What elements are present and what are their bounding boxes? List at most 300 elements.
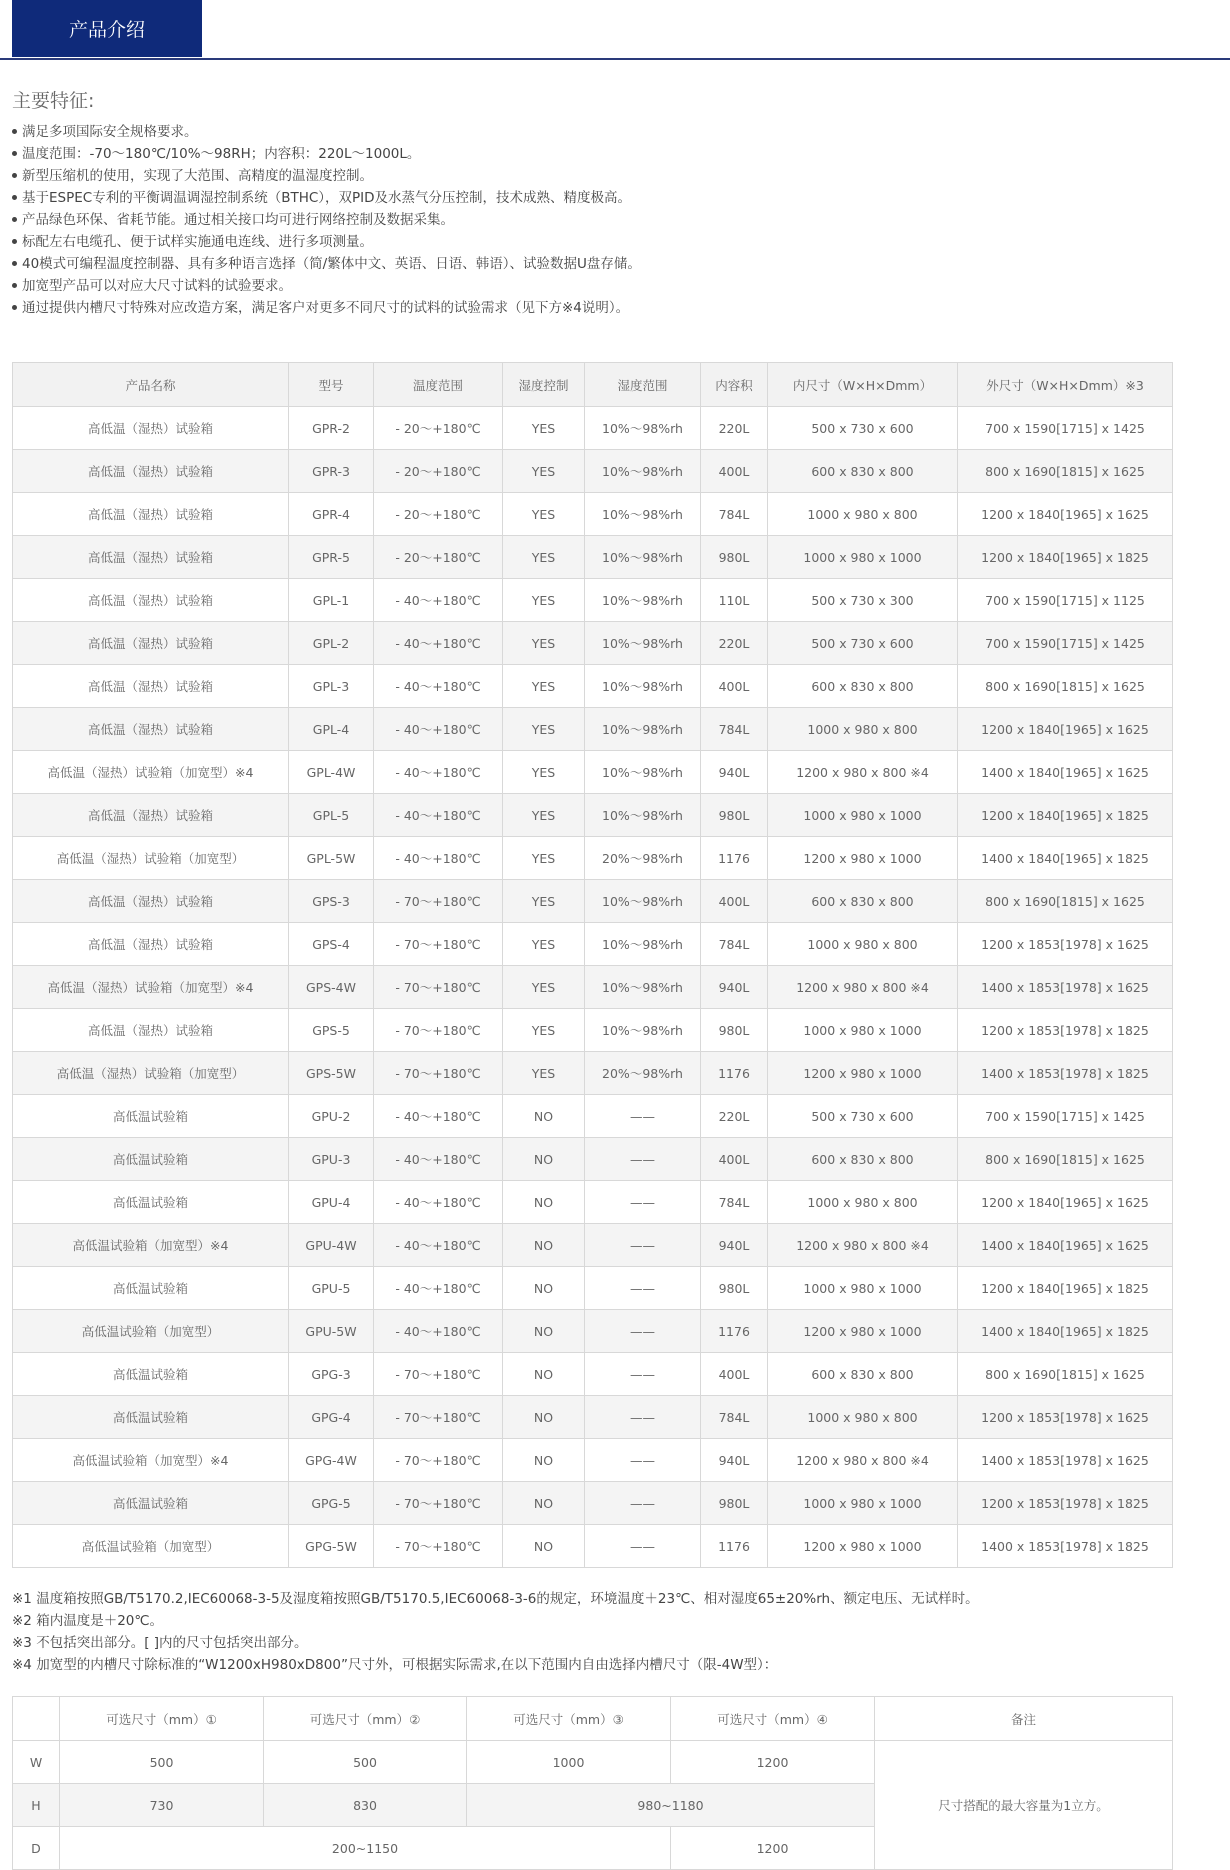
- table-cell: YES: [503, 493, 585, 536]
- table-cell: - 70～+180℃: [374, 880, 503, 923]
- table-cell: 1200 x 980 x 1000: [768, 1525, 958, 1568]
- options-header-cell: 备注: [875, 1697, 1173, 1741]
- table-cell: 600 x 830 x 800: [768, 880, 958, 923]
- table-cell: GPU-3: [289, 1138, 374, 1181]
- spec-header-cell: 型号: [289, 363, 374, 407]
- table-cell: GPU-4: [289, 1181, 374, 1224]
- options-row-label: W: [13, 1741, 60, 1784]
- table-row: [13, 1482, 1173, 1525]
- table-cell: 784L: [701, 708, 768, 751]
- options-row-label: H: [13, 1784, 60, 1827]
- table-cell: 800 x 1690[1815] x 1625: [958, 1353, 1173, 1396]
- table-cell: NO: [503, 1525, 585, 1568]
- table-cell: 1400 x 1853[1978] x 1825: [958, 1525, 1173, 1568]
- table-cell: 高低温试验箱: [13, 1482, 289, 1525]
- table-cell: 600 x 830 x 800: [768, 450, 958, 493]
- table-cell: 800 x 1690[1815] x 1625: [958, 880, 1173, 923]
- table-cell: 400L: [701, 880, 768, 923]
- table-cell: 784L: [701, 493, 768, 536]
- table-cell: 高低温（湿热）试验箱: [13, 794, 289, 837]
- feature-text: 基于ESPEC专利的平衡调温调湿控制系统（BTHC），双PID及水蒸气分压控制，技术成熟、精度极高。: [22, 190, 632, 206]
- table-cell: - 70～+180℃: [374, 1353, 503, 1396]
- table-cell: 110L: [701, 579, 768, 622]
- table-cell: GPG-4W: [289, 1439, 374, 1482]
- table-cell: 700 x 1590[1715] x 1425: [958, 407, 1173, 450]
- bullet-icon: [12, 239, 17, 244]
- bullet-icon: [12, 261, 17, 266]
- table-cell: 20%～98%rh: [585, 837, 701, 880]
- table-cell: YES: [503, 536, 585, 579]
- table-cell: YES: [503, 794, 585, 837]
- table-row: [13, 794, 1173, 837]
- table-row: [13, 1396, 1173, 1439]
- table-cell: NO: [503, 1439, 585, 1482]
- table-cell: NO: [503, 1181, 585, 1224]
- table-cell: 1200 x 1853[1978] x 1825: [958, 1009, 1173, 1052]
- table-cell: 高低温（湿热）试验箱（加宽型）※4: [13, 966, 289, 1009]
- options-header-cell: 可选尺寸（mm）①: [60, 1697, 264, 1741]
- table-cell: 高低温（湿热）试验箱: [13, 450, 289, 493]
- table-cell: - 40～+180℃: [374, 1095, 503, 1138]
- table-cell: 10%～98%rh: [585, 794, 701, 837]
- table-cell: ——: [585, 1095, 701, 1138]
- table-row: [13, 1310, 1173, 1353]
- table-row: [13, 708, 1173, 751]
- table-cell: 1200 x 980 x 1000: [768, 837, 958, 880]
- table-cell: 高低温（湿热）试验箱（加宽型）: [13, 837, 289, 880]
- table-cell: 高低温（湿热）试验箱: [13, 708, 289, 751]
- feature-text: 新型压缩机的使用，实现了大范围、高精度的温湿度控制。: [22, 168, 373, 184]
- table-cell: 1200 x 1840[1965] x 1825: [958, 794, 1173, 837]
- spec-table: [12, 362, 1173, 1568]
- table-cell: GPR-4: [289, 493, 374, 536]
- feature-item: [12, 297, 641, 319]
- table-cell: 10%～98%rh: [585, 622, 701, 665]
- spec-header-cell: 内尺寸（W×H×Dmm）: [768, 363, 958, 407]
- table-row: [13, 1052, 1173, 1095]
- table-cell: 1200 x 1840[1965] x 1625: [958, 493, 1173, 536]
- table-cell: 940L: [701, 966, 768, 1009]
- table-cell: 940L: [701, 1439, 768, 1482]
- table-cell: GPS-4W: [289, 966, 374, 1009]
- table-cell: YES: [503, 450, 585, 493]
- table-cell: - 40～+180℃: [374, 622, 503, 665]
- feature-item: [12, 187, 641, 209]
- table-row: [13, 579, 1173, 622]
- options-row-w: [13, 1741, 1173, 1784]
- table-cell: 10%～98%rh: [585, 923, 701, 966]
- table-cell: YES: [503, 966, 585, 1009]
- table-cell: - 20～+180℃: [374, 450, 503, 493]
- table-row: [13, 1224, 1173, 1267]
- table-cell: 1200 x 980 x 1000: [768, 1310, 958, 1353]
- table-cell: 高低温试验箱: [13, 1353, 289, 1396]
- table-row: [13, 622, 1173, 665]
- table-cell: 10%～98%rh: [585, 407, 701, 450]
- table-cell: 1000 x 980 x 800: [768, 708, 958, 751]
- table-cell: YES: [503, 708, 585, 751]
- table-cell: 1400 x 1853[1978] x 1625: [958, 966, 1173, 1009]
- table-cell: GPU-5W: [289, 1310, 374, 1353]
- table-cell: ——: [585, 1224, 701, 1267]
- table-cell: 10%～98%rh: [585, 665, 701, 708]
- table-cell: 400L: [701, 450, 768, 493]
- feature-text: 40模式可编程温度控制器、具有多种语言选择（简/繁体中文、英语、日语、韩语）、试验数据U盘存储。: [22, 256, 641, 272]
- table-row: [13, 880, 1173, 923]
- bullet-icon: [12, 195, 17, 200]
- table-cell: GPU-5: [289, 1267, 374, 1310]
- table-cell: 1200 x 980 x 800 ※4: [768, 1224, 958, 1267]
- table-row: [13, 1439, 1173, 1482]
- feature-item: [12, 231, 641, 253]
- table-row: [13, 1181, 1173, 1224]
- table-cell: - 40～+180℃: [374, 837, 503, 880]
- table-cell: 高低温（湿热）试验箱: [13, 407, 289, 450]
- table-cell: NO: [503, 1310, 585, 1353]
- table-row: [13, 493, 1173, 536]
- table-cell: - 70～+180℃: [374, 1396, 503, 1439]
- table-cell: 1200 x 1840[1965] x 1825: [958, 1267, 1173, 1310]
- table-cell: ——: [585, 1482, 701, 1525]
- table-cell: 800 x 1690[1815] x 1625: [958, 450, 1173, 493]
- table-cell: GPS-3: [289, 880, 374, 923]
- note-item: ※4 加宽型的内槽尺寸除标准的“W1200xH980xD800”尺寸外，可根据实际需求,在以下范围内自由选择内槽尺寸（限-4W型）：: [12, 1657, 778, 1673]
- table-cell: GPR-3: [289, 450, 374, 493]
- table-cell: 1200 x 980 x 800 ※4: [768, 1439, 958, 1482]
- note-item: ※1 温度箱按照GB/T5170.2,IEC60068-3-5及湿度箱按照GB/T5170.5,IEC60068-3-6的规定，环境温度＋23℃、相对湿度65±20%rh、额定电压、无试样时。: [12, 1591, 979, 1607]
- spec-header-cell: 温度范围: [374, 363, 503, 407]
- table-cell: 220L: [701, 1095, 768, 1138]
- options-table: [12, 1696, 1173, 1870]
- table-cell: ——: [585, 1267, 701, 1310]
- options-cell: 1000: [467, 1741, 671, 1784]
- table-cell: 高低温试验箱（加宽型）: [13, 1525, 289, 1568]
- options-header-cell: [13, 1697, 60, 1741]
- note-item: ※3 不包括突出部分。[ ]内的尺寸包括突出部分。: [12, 1635, 308, 1651]
- table-cell: 220L: [701, 622, 768, 665]
- notes-list: [12, 1588, 979, 1676]
- table-cell: GPL-1: [289, 579, 374, 622]
- table-cell: - 40～+180℃: [374, 579, 503, 622]
- table-row: [13, 1095, 1173, 1138]
- bullet-icon: [12, 283, 17, 288]
- table-row: [13, 536, 1173, 579]
- table-row: [13, 1267, 1173, 1310]
- table-cell: ——: [585, 1310, 701, 1353]
- table-cell: 高低温试验箱: [13, 1181, 289, 1224]
- table-cell: - 40～+180℃: [374, 1181, 503, 1224]
- feature-item: [12, 209, 641, 231]
- table-cell: 784L: [701, 1181, 768, 1224]
- feature-text: 满足多项国际安全规格要求。: [22, 124, 198, 140]
- table-cell: 1200 x 980 x 1000: [768, 1052, 958, 1095]
- spec-header-cell: 湿度范围: [585, 363, 701, 407]
- feature-text: 加宽型产品可以对应大尺寸试料的试验要求。: [22, 278, 292, 294]
- table-cell: - 70～+180℃: [374, 1052, 503, 1095]
- table-cell: 500 x 730 x 600: [768, 1095, 958, 1138]
- options-header-cell: 可选尺寸（mm）④: [671, 1697, 875, 1741]
- table-cell: NO: [503, 1482, 585, 1525]
- table-cell: - 70～+180℃: [374, 1009, 503, 1052]
- table-cell: 1176: [701, 1052, 768, 1095]
- table-cell: 980L: [701, 1482, 768, 1525]
- options-cell: 830: [264, 1784, 467, 1827]
- options-header-cell: 可选尺寸（mm）③: [467, 1697, 671, 1741]
- table-cell: YES: [503, 622, 585, 665]
- table-cell: 高低温（湿热）试验箱: [13, 622, 289, 665]
- table-cell: - 70～+180℃: [374, 923, 503, 966]
- table-cell: 980L: [701, 1009, 768, 1052]
- table-cell: YES: [503, 837, 585, 880]
- table-cell: GPU-4W: [289, 1224, 374, 1267]
- table-cell: 高低温（湿热）试验箱（加宽型）※4: [13, 751, 289, 794]
- table-cell: 1400 x 1840[1965] x 1825: [958, 837, 1173, 880]
- table-cell: - 70～+180℃: [374, 1482, 503, 1525]
- options-cell: 500: [60, 1741, 264, 1784]
- table-cell: 高低温（湿热）试验箱: [13, 536, 289, 579]
- table-cell: NO: [503, 1353, 585, 1396]
- table-cell: - 20～+180℃: [374, 407, 503, 450]
- table-cell: 800 x 1690[1815] x 1625: [958, 1138, 1173, 1181]
- table-cell: 700 x 1590[1715] x 1425: [958, 1095, 1173, 1138]
- table-cell: NO: [503, 1224, 585, 1267]
- bullet-icon: [12, 129, 17, 134]
- table-cell: 784L: [701, 923, 768, 966]
- feature-text: 温度范围：-70～180℃/10%～98RH；内容积：220L～1000L。: [22, 146, 421, 162]
- options-cell: 200~1150: [60, 1827, 671, 1870]
- table-cell: 1000 x 980 x 800: [768, 493, 958, 536]
- table-cell: ——: [585, 1353, 701, 1396]
- table-cell: - 70～+180℃: [374, 966, 503, 1009]
- feature-item: [12, 165, 641, 187]
- table-cell: YES: [503, 1052, 585, 1095]
- table-row: [13, 1138, 1173, 1181]
- table-cell: YES: [503, 1009, 585, 1052]
- table-cell: GPL-5: [289, 794, 374, 837]
- table-cell: 高低温（湿热）试验箱（加宽型）: [13, 1052, 289, 1095]
- tab-product-intro[interactable]: 产品介绍: [12, 0, 202, 57]
- options-cell: 500: [264, 1741, 467, 1784]
- table-cell: 400L: [701, 665, 768, 708]
- table-cell: NO: [503, 1095, 585, 1138]
- table-cell: NO: [503, 1267, 585, 1310]
- table-cell: - 40～+180℃: [374, 794, 503, 837]
- table-cell: 1200 x 1840[1965] x 1825: [958, 536, 1173, 579]
- spec-header-cell: 内容积: [701, 363, 768, 407]
- table-cell: 980L: [701, 536, 768, 579]
- table-cell: 1200 x 1853[1978] x 1625: [958, 1396, 1173, 1439]
- table-cell: 10%～98%rh: [585, 966, 701, 1009]
- table-cell: 600 x 830 x 800: [768, 665, 958, 708]
- table-cell: ——: [585, 1181, 701, 1224]
- table-cell: GPG-3: [289, 1353, 374, 1396]
- table-cell: 高低温（湿热）试验箱: [13, 923, 289, 966]
- table-cell: 1000 x 980 x 800: [768, 1396, 958, 1439]
- spec-header-cell: 产品名称: [13, 363, 289, 407]
- table-cell: 1000 x 980 x 800: [768, 923, 958, 966]
- table-cell: 784L: [701, 1396, 768, 1439]
- table-cell: GPL-3: [289, 665, 374, 708]
- table-cell: 1176: [701, 1310, 768, 1353]
- table-cell: 10%～98%rh: [585, 450, 701, 493]
- table-cell: 高低温试验箱: [13, 1396, 289, 1439]
- table-cell: 1176: [701, 1525, 768, 1568]
- feature-item: [12, 253, 641, 275]
- table-cell: 1200 x 1840[1965] x 1625: [958, 1181, 1173, 1224]
- table-cell: 1400 x 1853[1978] x 1625: [958, 1439, 1173, 1482]
- table-cell: 10%～98%rh: [585, 536, 701, 579]
- feature-item: [12, 143, 641, 165]
- bullet-icon: [12, 217, 17, 222]
- bullet-icon: [12, 173, 17, 178]
- table-cell: 1000 x 980 x 800: [768, 1181, 958, 1224]
- table-cell: 1200 x 1840[1965] x 1625: [958, 708, 1173, 751]
- table-row: [13, 1353, 1173, 1396]
- table-cell: GPG-5: [289, 1482, 374, 1525]
- table-cell: 10%～98%rh: [585, 751, 701, 794]
- table-cell: 700 x 1590[1715] x 1425: [958, 622, 1173, 665]
- table-cell: ——: [585, 1138, 701, 1181]
- table-cell: 1400 x 1840[1965] x 1625: [958, 1224, 1173, 1267]
- table-cell: 980L: [701, 1267, 768, 1310]
- options-header-cell: 可选尺寸（mm）②: [264, 1697, 467, 1741]
- table-cell: GPU-2: [289, 1095, 374, 1138]
- table-cell: YES: [503, 407, 585, 450]
- table-cell: - 40～+180℃: [374, 1138, 503, 1181]
- table-cell: 1400 x 1840[1965] x 1625: [958, 751, 1173, 794]
- table-cell: 400L: [701, 1353, 768, 1396]
- table-cell: 500 x 730 x 300: [768, 579, 958, 622]
- table-row: [13, 966, 1173, 1009]
- table-cell: - 70～+180℃: [374, 1525, 503, 1568]
- table-cell: YES: [503, 579, 585, 622]
- table-cell: GPR-5: [289, 536, 374, 579]
- feature-text: 产品绿色环保、省耗节能。通过相关接口均可进行网络控制及数据采集。: [22, 212, 454, 228]
- table-cell: 高低温试验箱: [13, 1095, 289, 1138]
- table-cell: 高低温试验箱（加宽型）※4: [13, 1224, 289, 1267]
- table-cell: 10%～98%rh: [585, 579, 701, 622]
- table-cell: 高低温试验箱（加宽型）: [13, 1310, 289, 1353]
- table-cell: GPS-5W: [289, 1052, 374, 1095]
- table-cell: 10%～98%rh: [585, 1009, 701, 1052]
- table-cell: - 40～+180℃: [374, 1310, 503, 1353]
- features-list: [12, 121, 641, 319]
- table-row: [13, 407, 1173, 450]
- table-cell: 10%～98%rh: [585, 880, 701, 923]
- table-cell: 400L: [701, 1138, 768, 1181]
- table-cell: YES: [503, 665, 585, 708]
- table-cell: - 20～+180℃: [374, 536, 503, 579]
- table-cell: 高低温（湿热）试验箱: [13, 1009, 289, 1052]
- table-cell: 20%～98%rh: [585, 1052, 701, 1095]
- table-cell: 500 x 730 x 600: [768, 407, 958, 450]
- table-cell: GPL-5W: [289, 837, 374, 880]
- table-cell: GPS-5: [289, 1009, 374, 1052]
- options-cell: 730: [60, 1784, 264, 1827]
- table-cell: 700 x 1590[1715] x 1125: [958, 579, 1173, 622]
- table-cell: - 40～+180℃: [374, 751, 503, 794]
- table-row: [13, 1525, 1173, 1568]
- feature-item: [12, 121, 641, 143]
- table-cell: 高低温试验箱（加宽型）※4: [13, 1439, 289, 1482]
- table-cell: GPL-2: [289, 622, 374, 665]
- table-cell: - 40～+180℃: [374, 708, 503, 751]
- table-cell: 1400 x 1840[1965] x 1825: [958, 1310, 1173, 1353]
- feature-item: [12, 275, 641, 297]
- table-cell: 1000 x 980 x 1000: [768, 1482, 958, 1525]
- bullet-icon: [12, 151, 17, 156]
- table-cell: YES: [503, 751, 585, 794]
- table-cell: NO: [503, 1138, 585, 1181]
- table-cell: 980L: [701, 794, 768, 837]
- table-cell: 500 x 730 x 600: [768, 622, 958, 665]
- table-cell: 1000 x 980 x 1000: [768, 794, 958, 837]
- table-cell: 1000 x 980 x 1000: [768, 1267, 958, 1310]
- table-row: [13, 1009, 1173, 1052]
- spec-header-cell: 外尺寸（W×H×Dmm）※3: [958, 363, 1173, 407]
- feature-text: 通过提供内槽尺寸特殊对应改造方案，满足客户对更多不同尺寸的试料的试验需求（见下方※4说明）。: [22, 300, 630, 316]
- table-cell: 1000 x 980 x 1000: [768, 1009, 958, 1052]
- bullet-icon: [12, 305, 17, 310]
- options-cell: 1200: [671, 1741, 875, 1784]
- table-cell: GPG-4: [289, 1396, 374, 1439]
- table-cell: - 20～+180℃: [374, 493, 503, 536]
- table-cell: ——: [585, 1439, 701, 1482]
- table-cell: GPL-4W: [289, 751, 374, 794]
- table-cell: - 70～+180℃: [374, 1439, 503, 1482]
- table-cell: 600 x 830 x 800: [768, 1138, 958, 1181]
- table-row: [13, 450, 1173, 493]
- table-cell: 1200 x 980 x 800 ※4: [768, 966, 958, 1009]
- table-cell: GPS-4: [289, 923, 374, 966]
- table-cell: - 40～+180℃: [374, 1267, 503, 1310]
- table-cell: YES: [503, 880, 585, 923]
- table-cell: 高低温（湿热）试验箱: [13, 579, 289, 622]
- table-cell: 高低温（湿热）试验箱: [13, 493, 289, 536]
- table-cell: 高低温试验箱: [13, 1138, 289, 1181]
- table-cell: GPR-2: [289, 407, 374, 450]
- header-bar: [0, 0, 1230, 60]
- table-cell: 1200 x 1853[1978] x 1625: [958, 923, 1173, 966]
- table-cell: 1200 x 980 x 800 ※4: [768, 751, 958, 794]
- table-cell: - 40～+180℃: [374, 665, 503, 708]
- table-cell: - 40～+180℃: [374, 1224, 503, 1267]
- table-cell: 高低温（湿热）试验箱: [13, 665, 289, 708]
- options-row-label: D: [13, 1827, 60, 1870]
- options-cell: 980~1180: [467, 1784, 875, 1827]
- table-cell: YES: [503, 923, 585, 966]
- table-cell: ——: [585, 1396, 701, 1439]
- note-item: ※2 箱内温度是＋20℃。: [12, 1613, 164, 1629]
- spec-header-cell: 湿度控制: [503, 363, 585, 407]
- table-cell: ——: [585, 1525, 701, 1568]
- table-cell: 1176: [701, 837, 768, 880]
- table-cell: 600 x 830 x 800: [768, 1353, 958, 1396]
- table-row: [13, 923, 1173, 966]
- table-cell: 高低温（湿热）试验箱: [13, 880, 289, 923]
- table-cell: 10%～98%rh: [585, 493, 701, 536]
- table-row: [13, 751, 1173, 794]
- table-cell: 940L: [701, 751, 768, 794]
- table-cell: 800 x 1690[1815] x 1625: [958, 665, 1173, 708]
- feature-text: 标配左右电缆孔、便于试样实施通电连线、进行多项测量。: [22, 234, 373, 250]
- table-cell: 高低温试验箱: [13, 1267, 289, 1310]
- table-row: [13, 837, 1173, 880]
- options-cell: 1200: [671, 1827, 875, 1870]
- options-remark: 尺寸搭配的最大容量为1立方。: [875, 1741, 1173, 1870]
- table-cell: 1200 x 1853[1978] x 1825: [958, 1482, 1173, 1525]
- table-cell: NO: [503, 1396, 585, 1439]
